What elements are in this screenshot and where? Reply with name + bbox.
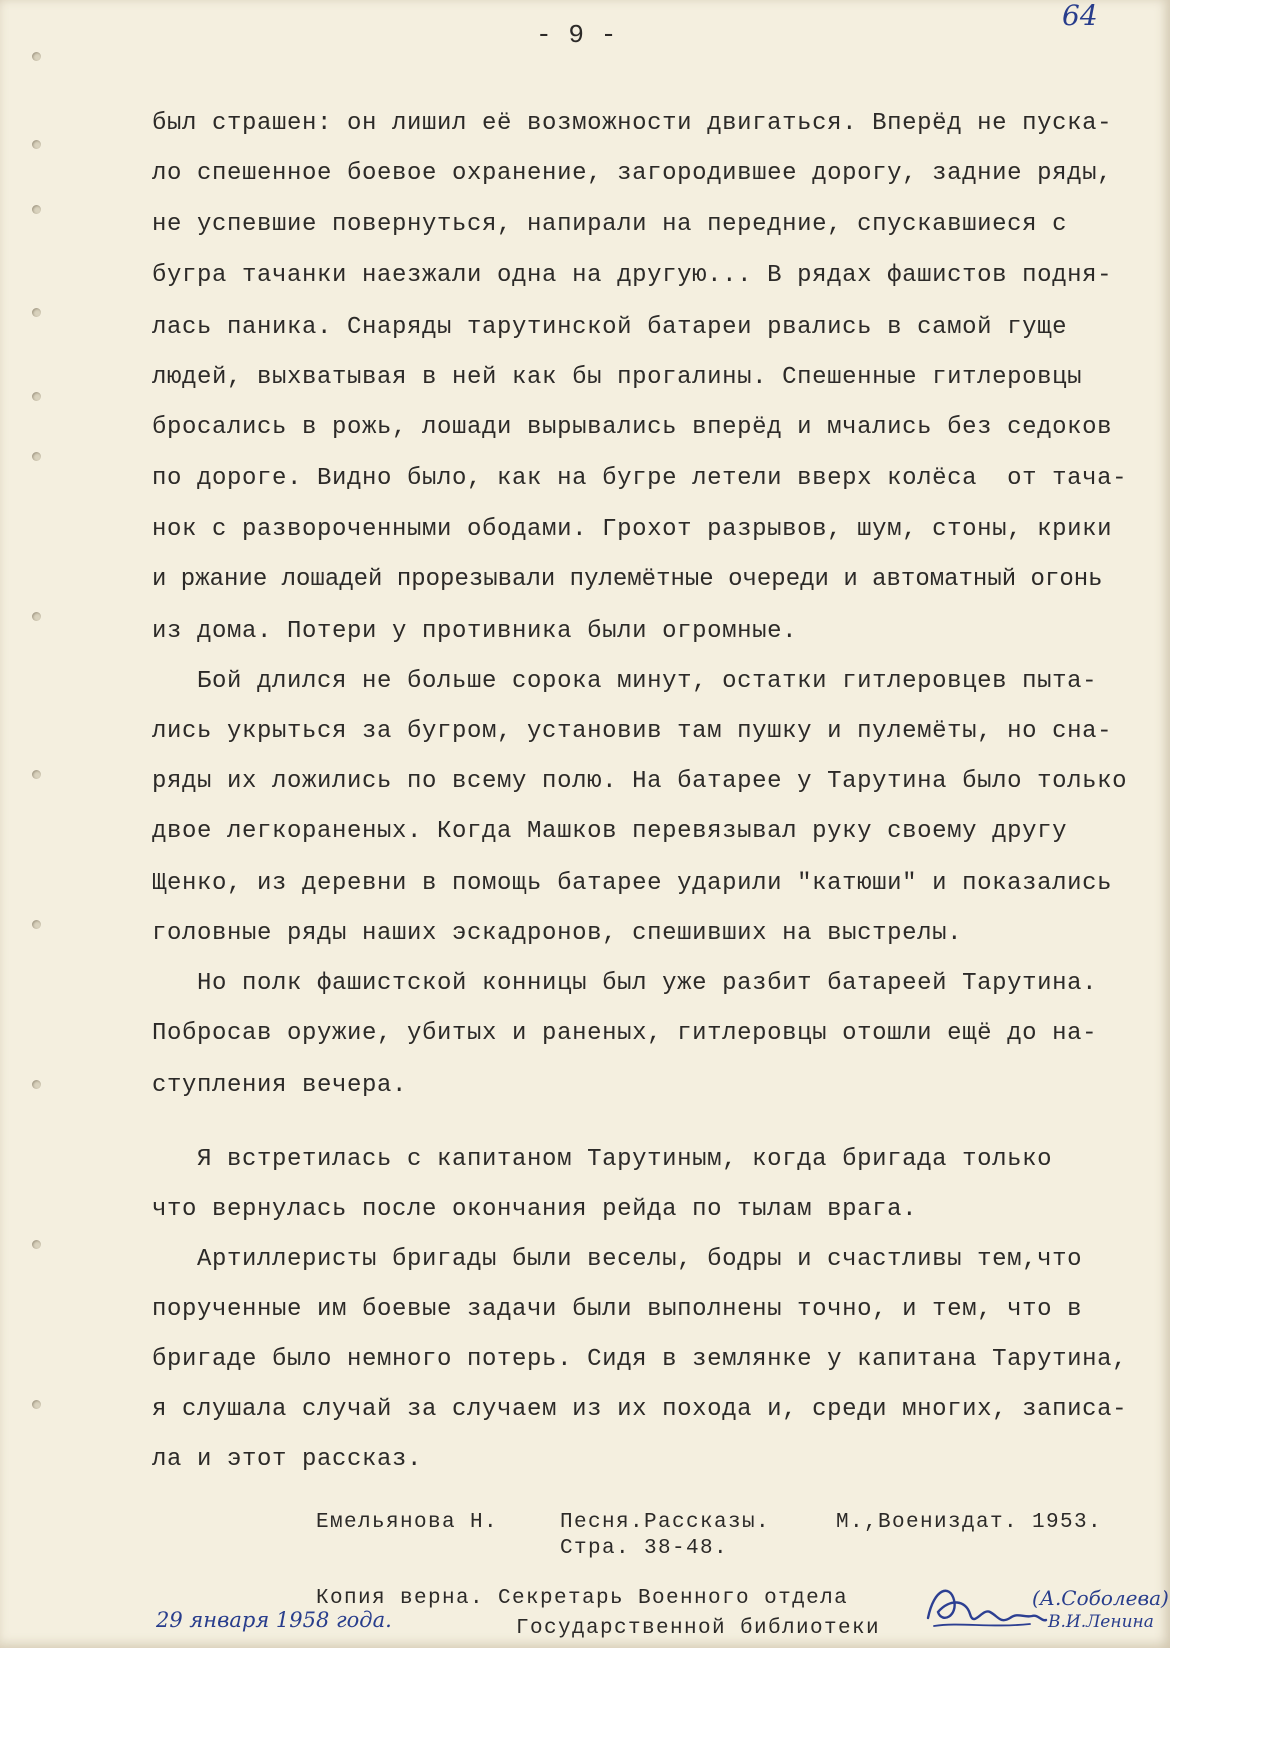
signature <box>920 1578 1050 1642</box>
body-line: и ржание лошадей прорезывали пулемётные очереди и автоматный огонь <box>152 566 1103 593</box>
body-line: бросались в рожь, лошади вырывались вперёд и мчались без седоков <box>152 414 1113 441</box>
body-line: Я встретилась с капитаном Тарутиным, когда бригада только <box>152 1146 1053 1173</box>
punch-hole <box>32 392 41 401</box>
citation-publisher: М.,Воениздат. 1953. <box>836 1511 1103 1534</box>
body-line: ло спешенное боевое охранение, загородившее дорогу, задние ряды, <box>152 160 1113 187</box>
punch-hole <box>32 452 41 461</box>
body-line: нок с развороченными ободами. Грохот разрывов, шум, стоны, крики <box>152 516 1113 543</box>
body-line: Артиллеристы бригады были веселы, бодры и счастливы тем,что <box>152 1246 1083 1273</box>
punch-hole <box>32 308 41 317</box>
body-line: Бой длился не больше сорока минут, остатки гитлеровцев пыта- <box>152 668 1098 695</box>
handwritten-date: 29 января 1958 года. <box>156 1608 392 1632</box>
archive-number: 64 <box>1062 0 1098 32</box>
page-number: - 9 - <box>536 20 618 50</box>
body-line: по дороге. Видно было, как на бугре летели вверх колёса от тача- <box>152 465 1128 492</box>
body-line: был страшен: он лишил её возможности двигаться. Вперёд не пуска- <box>152 110 1113 137</box>
certification-line: Государственной библиотеки <box>516 1617 881 1640</box>
punch-hole <box>32 205 41 214</box>
punch-hole <box>32 612 41 621</box>
body-line: Но полк фашистской конницы был уже разбит батареей Тарутина. <box>152 970 1098 997</box>
citation-pages: Стра. 38-48. <box>560 1537 729 1560</box>
body-line: бугра тачанки наезжали одна на другую... В рядах фашистов подня- <box>152 262 1113 289</box>
body-line: людей, выхватывая в ней как бы прогалины. Спешенные гитлеровцы <box>152 364 1083 391</box>
body-line: ступления вечера. <box>152 1072 408 1099</box>
body-line: Побросав оружие, убитых и раненых, гитлеровцы отошли ещё до на- <box>152 1020 1098 1047</box>
body-line: лась паника. Снаряды тарутинской батареи рвались в самой гуще <box>152 314 1068 341</box>
body-line: не успевшие повернуться, напирали на передние, спускавшиеся с <box>152 211 1068 238</box>
punch-hole <box>32 1240 41 1249</box>
punch-hole <box>32 52 41 61</box>
body-line: головные ряды наших эскадронов, спешивших на выстрелы. <box>152 920 963 947</box>
body-line: бригаде было немного потерь. Сидя в землянке у капитана Тарутина, <box>152 1346 1128 1373</box>
body-line: порученные им боевые задачи были выполнены точно, и тем, что в <box>152 1296 1083 1323</box>
certification-line: Копия верна. Секретарь Военного отдела <box>316 1587 849 1610</box>
body-line: лись укрыться за бугром, установив там пушку и пулемёты, но сна- <box>152 718 1113 745</box>
body-line: из дома. Потери у противника были огромные. <box>152 618 798 645</box>
handwritten-name: (А.Соболева) <box>1032 1586 1169 1610</box>
body-line: двое легкораненых. Когда Машков перевязывал руку своему другу <box>152 818 1068 845</box>
body-line: что вернулась после окончания рейда по тылам врага. <box>152 1196 918 1223</box>
body-line: я слушала случай за случаем из их похода и, среди многих, записа- <box>152 1396 1128 1423</box>
body-line: Щенко, из деревни в помощь батарее ударили "катюши" и показались <box>152 870 1113 897</box>
punch-hole <box>32 140 41 149</box>
punch-hole <box>32 920 41 929</box>
citation-author: Емельянова Н. <box>316 1511 499 1534</box>
body-line: ряды их ложились по всему полю. На батарее у Тарутина было только <box>152 768 1128 795</box>
body-line: ла и этот рассказ. <box>152 1446 423 1473</box>
citation-title: Песня.Рассказы. <box>560 1511 771 1534</box>
handwritten-library: В.И.Ленина <box>1048 1612 1154 1632</box>
punch-hole <box>32 770 41 779</box>
punch-hole <box>32 1400 41 1409</box>
punch-hole <box>32 1080 41 1089</box>
